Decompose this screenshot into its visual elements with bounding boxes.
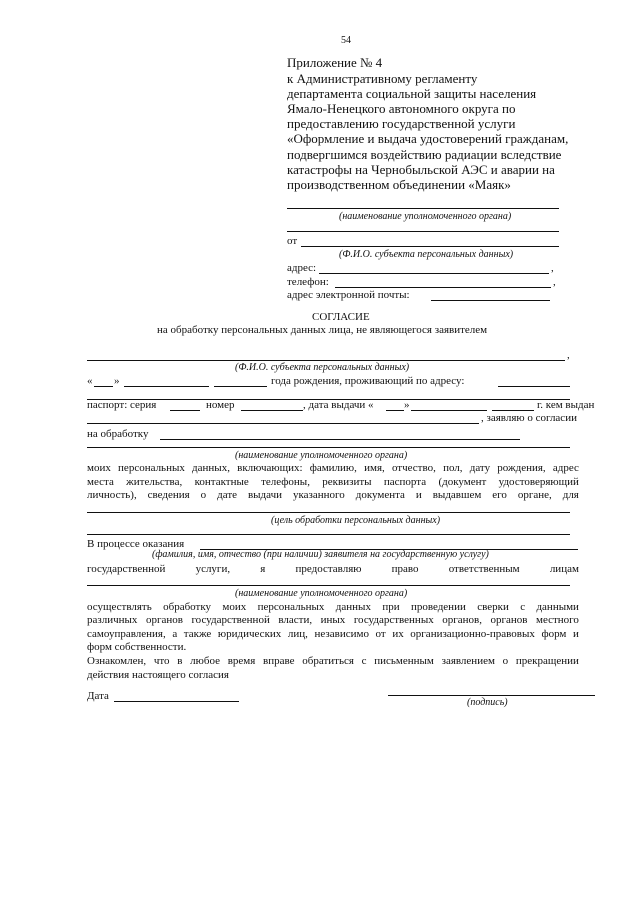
word: контактные <box>194 476 249 488</box>
appendix-line: к Административному регламенту <box>287 71 478 86</box>
passport-number-line[interactable] <box>241 410 303 411</box>
word: с <box>361 655 367 667</box>
processing-org-line[interactable] <box>160 439 520 440</box>
word: и <box>572 628 579 640</box>
word: паспорта <box>383 476 427 488</box>
word: документа <box>355 489 405 501</box>
service-line <box>87 563 579 575</box>
word: пол, <box>443 462 463 474</box>
word: личность), <box>87 489 137 501</box>
word: обратиться <box>302 655 354 667</box>
service-word: лицам <box>549 563 579 575</box>
subject-fio-caption: (Ф.И.О. субъекта персональных данных) <box>235 362 410 373</box>
consent-title: СОГЛАСИЕ <box>312 311 370 323</box>
service-word: я <box>260 563 266 575</box>
fio-comma: , <box>567 349 570 361</box>
word: вправе <box>263 655 295 667</box>
word: с <box>520 601 526 613</box>
word: Ознакомлен, <box>87 655 147 667</box>
responsible-org-line[interactable] <box>87 585 570 586</box>
word: государственной <box>191 614 270 626</box>
appendix-line: производственном объединении «Маяк» <box>287 177 511 192</box>
appendix-line: Ямало-Ненецкого автономного округа по <box>287 101 516 116</box>
issued-by-line[interactable] <box>87 423 479 424</box>
address-comma: , <box>551 262 554 274</box>
service-word: ответственным <box>448 563 520 575</box>
word: о <box>200 489 207 501</box>
word: от <box>375 628 386 640</box>
word: моих <box>222 601 247 613</box>
para2-line <box>87 614 579 626</box>
passport-day-line[interactable] <box>386 410 404 411</box>
word: рождения, <box>497 462 546 474</box>
word: отчество, <box>391 462 436 474</box>
service-word: предоставляю <box>295 563 362 575</box>
word: время <box>227 655 256 667</box>
word: (документ <box>438 476 487 488</box>
birth-quote-open: « <box>87 375 93 387</box>
word: лиц, <box>287 628 308 640</box>
word: места <box>87 476 114 488</box>
word: власти, <box>278 614 313 626</box>
word: органов, <box>442 614 482 626</box>
purpose-line-2[interactable] <box>87 534 570 535</box>
word: персональных <box>118 462 185 474</box>
address-label: адрес: <box>287 262 317 274</box>
word: их <box>392 628 404 640</box>
word: иных <box>320 614 346 626</box>
birth-text: года рождения, проживающий по адресу: <box>271 375 465 387</box>
date-label: Дата <box>87 690 109 702</box>
word: удостоверяющий <box>498 476 579 488</box>
appendix-line: «Оформление и выдача удостоверений гражданам, <box>287 131 569 146</box>
passport-series-label: паспорт: серия <box>87 399 157 411</box>
para2-line: форм собственности. <box>87 641 187 653</box>
word: о <box>502 655 509 667</box>
processing-org-line-2[interactable] <box>87 447 570 448</box>
word: дату <box>469 462 491 474</box>
word: и <box>415 489 422 501</box>
org-caption: (наименование уполномоченного органа) <box>339 211 512 222</box>
consent-tail: , заявляю о согласии <box>481 412 577 424</box>
word: данных, <box>192 462 230 474</box>
birth-month-line[interactable] <box>124 386 209 387</box>
word: любое <box>190 655 220 667</box>
org-caption-2: (наименование уполномоченного органа) <box>235 588 408 599</box>
email-line[interactable] <box>431 300 550 301</box>
phone-line[interactable] <box>335 287 551 288</box>
residence-line-1[interactable] <box>498 386 570 387</box>
word: фамилию, <box>309 462 357 474</box>
word: имя, <box>364 462 385 474</box>
consent-subtitle: на обработку персональных данных лица, не являющегося заявителем <box>157 324 488 336</box>
passport-year-line[interactable] <box>492 410 534 411</box>
purpose-line[interactable] <box>87 512 570 513</box>
word: самоуправления, <box>87 628 166 640</box>
address-line[interactable] <box>319 273 549 274</box>
passport-issued-label: г. кем выдан <box>537 399 595 411</box>
org-name-line[interactable] <box>287 208 559 209</box>
appendix-title: Приложение № 4 <box>287 55 383 70</box>
appendix-line: предоставлению государственной услуги <box>287 116 516 131</box>
word: его <box>492 489 507 501</box>
word: указанного <box>292 489 345 501</box>
word: органов <box>490 614 528 626</box>
para2-line <box>87 628 579 640</box>
email-label: адрес электронной почты: <box>287 289 410 301</box>
phone-comma: , <box>553 276 556 288</box>
word: различных <box>87 614 138 626</box>
word: также <box>183 628 212 640</box>
passport-series-line[interactable] <box>170 410 200 411</box>
subject-fio-line[interactable] <box>87 360 565 361</box>
word: а <box>172 628 178 640</box>
date-line[interactable] <box>114 701 239 702</box>
word: форм <box>541 628 567 640</box>
word: данных <box>335 601 371 613</box>
word: проведении <box>410 601 466 613</box>
word: местного <box>535 614 579 626</box>
word: обработку <box>163 601 212 613</box>
word: при <box>382 601 400 613</box>
para1-line <box>87 476 579 488</box>
from-line[interactable] <box>301 246 559 247</box>
signature-line[interactable] <box>388 695 595 696</box>
phone-label: телефон: <box>287 276 329 288</box>
para1-line <box>87 489 579 501</box>
fio-caption: (Ф.И.О. субъекта персональных данных) <box>339 249 514 260</box>
appendix-line: департамента социальной защиты населения <box>287 86 537 101</box>
passport-date-close: » <box>404 399 410 411</box>
word: данными <box>536 601 579 613</box>
word: персональных <box>257 601 325 613</box>
para1-line <box>87 462 579 474</box>
word: организационно-правовых <box>410 628 535 640</box>
word: жительства, <box>126 476 183 488</box>
word: осуществлять <box>87 601 152 613</box>
word: сверки <box>477 601 509 613</box>
word: государственных <box>353 614 434 626</box>
birth-year-line[interactable] <box>214 386 267 387</box>
para3-line: действия настоящего согласия <box>87 669 229 681</box>
word: органов <box>145 614 183 626</box>
process-label: В процессе оказания <box>87 538 185 550</box>
word: прекращении <box>515 655 579 667</box>
word: органе, <box>517 489 552 501</box>
passport-date-label: , дата выдачи « <box>303 399 374 411</box>
word: сведения <box>147 489 190 501</box>
word: выдачи <box>247 489 283 501</box>
passport-number-label: номер <box>206 399 235 411</box>
word: реквизиты <box>322 476 372 488</box>
word: включающих: <box>237 462 303 474</box>
passport-month-line[interactable] <box>411 410 487 411</box>
from-label: от <box>287 235 298 247</box>
word: для <box>562 489 579 501</box>
service-word: право <box>391 563 419 575</box>
service-word: услуги, <box>195 563 231 575</box>
service-word: государственной <box>87 563 166 575</box>
appendix-line: катастрофы на Чернобыльской АЭС и аварии на <box>287 162 555 177</box>
page-number: 54 <box>341 35 351 46</box>
word: выдавшем <box>432 489 482 501</box>
para3-line <box>87 655 579 667</box>
org-name-line-2[interactable] <box>287 231 559 232</box>
para2-line <box>87 601 579 613</box>
word: дате <box>217 489 238 501</box>
word: независимо <box>314 628 369 640</box>
word: адрес <box>552 462 579 474</box>
word: моих <box>87 462 111 474</box>
birth-day-line[interactable] <box>94 386 113 387</box>
purpose-caption: (цель обработки персональных данных) <box>271 515 441 526</box>
word: в <box>177 655 183 667</box>
processing-label: на обработку <box>87 428 149 440</box>
word: юридических <box>217 628 282 640</box>
signature-caption: (подпись) <box>467 697 508 708</box>
appendix-line: подвергшимся воздействию радиации вследствие <box>287 147 562 162</box>
applicant-caption: (фамилия, имя, отчество (при наличии) заявителя на государственную услугу) <box>152 549 489 560</box>
word: что <box>153 655 170 667</box>
word: телефоны, <box>261 476 310 488</box>
org-caption-1: (наименование уполномоченного органа) <box>235 450 408 461</box>
word: заявлением <box>441 655 495 667</box>
birth-quote-close: » <box>114 375 120 387</box>
word: письменным <box>374 655 434 667</box>
